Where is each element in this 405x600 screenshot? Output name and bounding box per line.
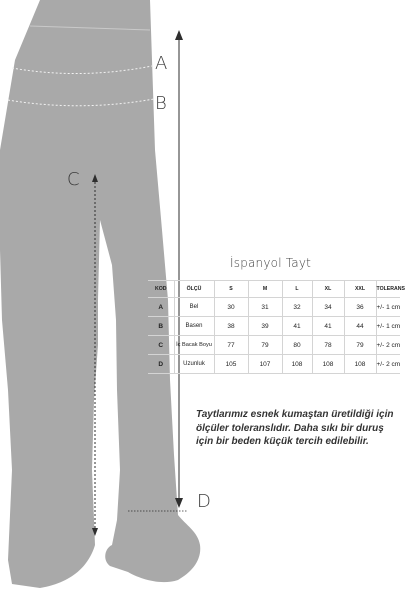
row-measure: Uzunluk	[174, 355, 214, 374]
row-measure: İç Bacak Boyu	[174, 336, 214, 355]
row-tolerance: +/- 2 cm	[376, 355, 400, 374]
row-tolerance: +/- 1 cm	[376, 317, 400, 336]
header-olcu: ÖLÇÜ	[174, 281, 214, 298]
table-row	[148, 355, 400, 374]
header-m: M	[248, 281, 282, 298]
row-value-xxl: 36	[344, 298, 376, 317]
row-value-s: 77	[214, 336, 248, 355]
length-arrow-top	[175, 30, 183, 40]
row-value-l: 80	[282, 336, 312, 355]
row-value-xxl: 44	[344, 317, 376, 336]
marker-d: D	[197, 491, 211, 512]
fit-note	[196, 408, 396, 449]
row-tolerance: +/- 2 cm	[376, 336, 400, 355]
header-s: S	[214, 281, 248, 298]
row-value-l: 41	[282, 317, 312, 336]
table-row	[148, 298, 400, 317]
header-l: L	[282, 281, 312, 298]
row-code: B	[148, 317, 174, 336]
fit-note-line: Taytlarımız esnek kumaştan üretildiği için	[196, 409, 394, 420]
fit-note-line: ölçüler toleranslıdır. Daha sıkı bir duruş	[196, 422, 384, 434]
header-xl: XL	[312, 281, 344, 298]
row-value-s: 30	[214, 298, 248, 317]
row-code: A	[148, 298, 174, 317]
table-header-row	[148, 281, 400, 298]
row-value-s: 105	[214, 355, 248, 374]
table-row	[148, 317, 400, 336]
marker-c: C	[67, 169, 80, 190]
row-value-xxl: 108	[344, 355, 376, 374]
row-value-xl: 41	[312, 317, 344, 336]
row-value-xxl: 79	[344, 336, 376, 355]
row-value-xl: 78	[312, 336, 344, 355]
marker-b: B	[155, 93, 167, 114]
table-row	[148, 336, 400, 355]
row-value-m: 107	[248, 355, 282, 374]
row-value-xl: 108	[312, 355, 344, 374]
header-kod: KOD	[148, 281, 174, 298]
marker-a: A	[155, 53, 168, 74]
row-code: C	[148, 336, 174, 355]
row-value-s: 38	[214, 317, 248, 336]
row-value-l: 32	[282, 298, 312, 317]
size-chart-title: İspanyol Tayt	[230, 256, 312, 270]
fit-note-line: için bir beden küçük tercih edilebilir.	[196, 436, 369, 447]
header-xxl: XXL	[344, 281, 376, 298]
row-value-l: 108	[282, 355, 312, 374]
header-tolerans: TOLERANS	[376, 281, 400, 298]
size-chart-table	[148, 280, 405, 374]
row-code: D	[148, 355, 174, 374]
row-tolerance: +/- 1 cm	[376, 298, 400, 317]
row-value-m: 79	[248, 336, 282, 355]
row-measure: Bel	[174, 298, 214, 317]
row-value-m: 31	[248, 298, 282, 317]
row-value-xl: 34	[312, 298, 344, 317]
row-measure: Basen	[174, 317, 214, 336]
row-value-m: 39	[248, 317, 282, 336]
